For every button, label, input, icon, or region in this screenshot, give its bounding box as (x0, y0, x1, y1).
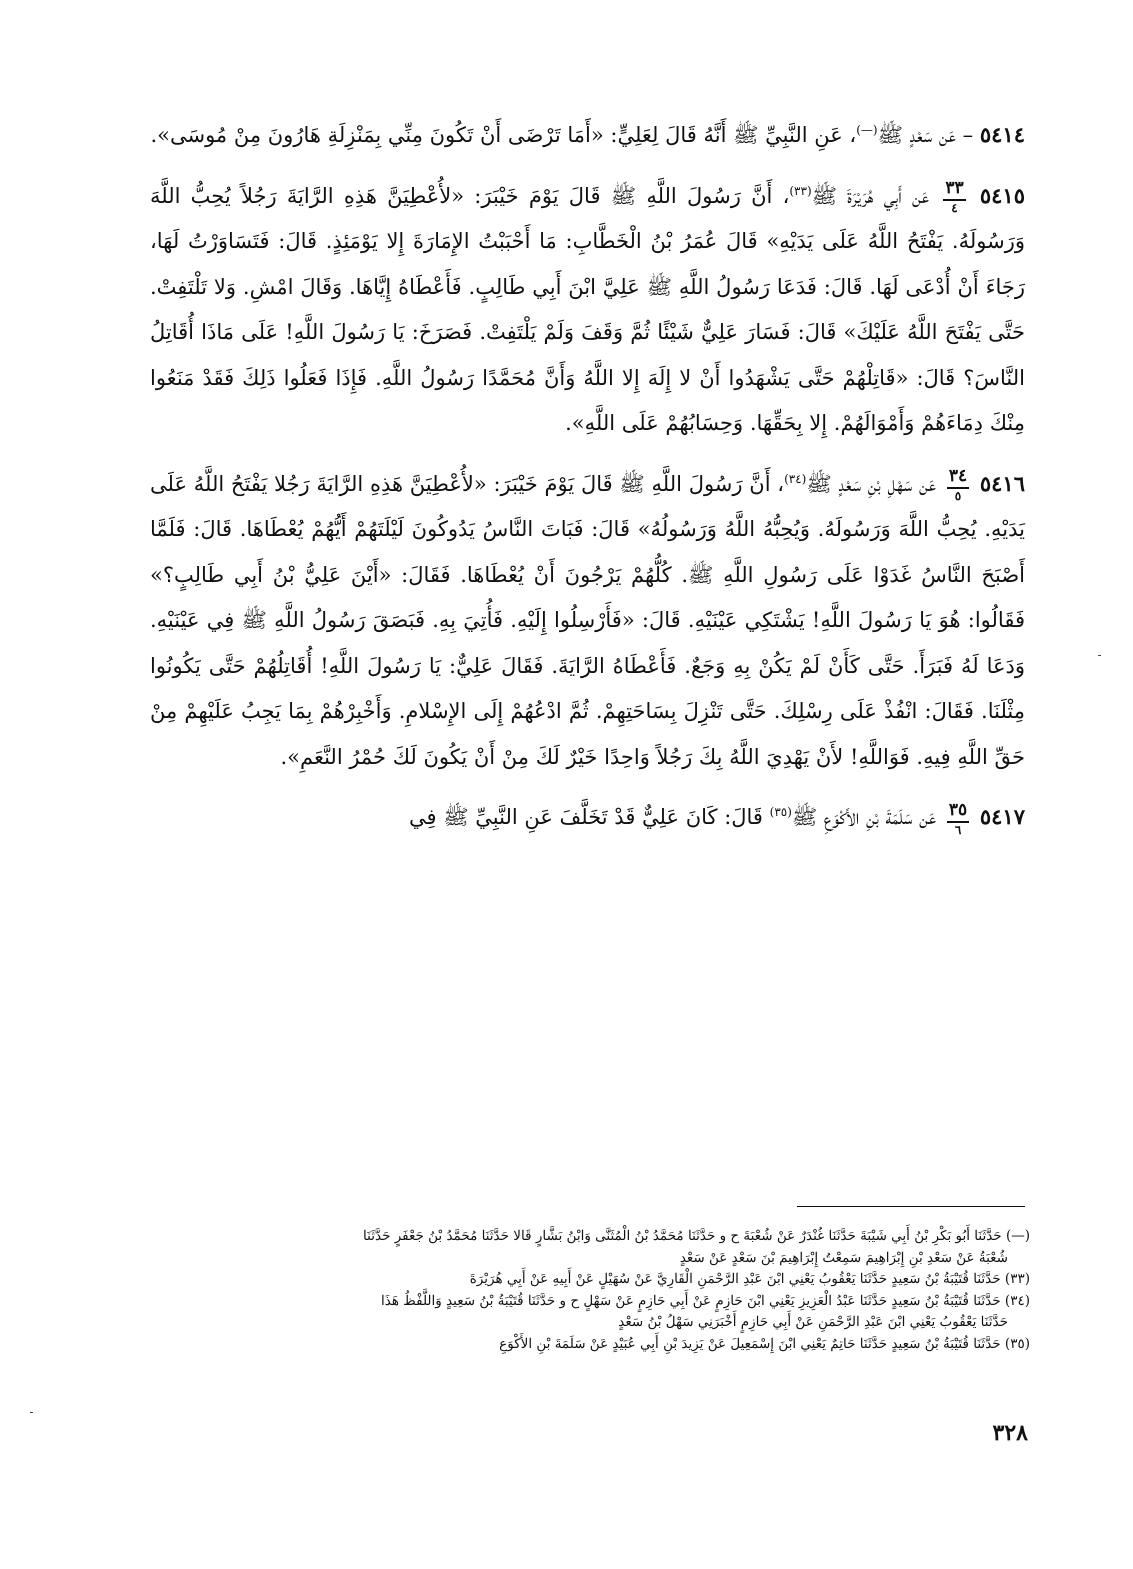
footnote-continuation: شُعْبَةُ عَنْ سَعْدِ بْنِ إِبْرَاهِيمَ سَمِعْتُ إِبْرَاهِيمَ بْنَ سَعْدٍ عَنْ سَعْدٍ (679, 1249, 1008, 1266)
footnote-marker: (٣٥) (1004, 1335, 1030, 1352)
cross-ref-bottom: ٦ (954, 822, 962, 837)
cross-reference (947, 799, 969, 837)
footnote-text: حَدَّثَنَا قُتَيْبَةُ بْنُ سَعِيدٍ حَدَّثَنَا يَعْقُوبُ يَعْنِي ابْنَ عَبْدِ الرَّحْمَنِ الْقَارِيَّ عَنْ سُهَيْلٍ عَنْ أَبِيهِ عَنْ أَبِي هُرَيْرَةَ (469, 1271, 1001, 1287)
footnote-marker: (—) (1005, 1228, 1030, 1244)
hadith-number: ٥٤١٥ (979, 182, 1025, 208)
hadith-text: عَن أَبِي هُرَيْرَةَ ﷺ (811, 183, 930, 208)
scan-speck (1098, 655, 1101, 656)
hadith-text: ، أَنَّ رَسُولَ اللَّهِ ﷺ قَالَ يَوْمَ خَيْبَرَ: «لأُعْطِيَنَّ هَذِهِ الرَّايَةَ رَجُلاً يُحِبُّ اللَّهَ وَرَسُولَهُ. يَفْتَحُ اللَّهُ عَلَى يَدَيْهِ» قَالَ عُمَرُ بْنُ الْخَطَّابِ: مَا أَحْبَبْتُ الإِمَارَةَ إِلا يَوْمَئِذٍ. قَالَ: فَتَسَاوَرْتُ لَهَا، رَجَاءَ أَنْ أُدْعَى لَهَا. قَالَ: فَدَعَا رَسُولُ اللَّهِ ﷺ عَلِيَّ ابْنَ أَبِي طَالِبٍ. فَأَعْطَاهُ إِيَّاهَا. وَقَالَ امْشِ. وَلا تَلْتَفِتْ. حَتَّى يَفْتَحَ اللَّهُ عَلَيْكَ» قَالَ: فَسَارَ عَلِيٌّ شَيْئًا ثُمَّ وَقَفَ وَلَمْ يَلْتَفِتْ. فَصَرَخَ: يَا رَسُولَ اللَّهِ! عَلَى مَاذَا أُقَاتِلُ النَّاسَ؟ قَالَ: «قَاتِلْهُمْ حَتَّى يَشْهَدُوا أَنْ لا إِلَهَ إِلا اللَّهُ وَأَنَّ مُحَمَّدًا رَسُولُ اللَّهِ. فَإِذَا فَعَلُوا ذَلِكَ فَقَدْ مَنَعُوا مِنْكَ دِمَاءَهُمْ وَأَمْوَالَهُمْ. إِلا بِحَقِّهَا. وَحِسَابُهُمْ عَلَى اللَّهِ». (150, 183, 1025, 435)
main-text (150, 108, 1025, 851)
hadith-5416 (150, 457, 1025, 781)
footnote-ref: (٣٣) (789, 183, 812, 198)
hadith-number: ٥٤١٧ (979, 804, 1025, 829)
footnote (150, 1334, 1030, 1356)
hadith-number: ٥٤١٤ (979, 122, 1025, 147)
hadith-text: عَن سَلَمَةَ بْنِ الأَكْوَعِ ﷺ (791, 805, 937, 829)
cross-ref-bottom: ٤ (951, 201, 958, 215)
hadith-text: – عَن سَعْدٍ ﷺ (877, 123, 974, 147)
footnote-text: حَدَّثَنَا قُتَيْبَةُ بْنُ سَعِيدٍ حَدَّثَنَا حَاتِمٌ يَعْنِي ابْنَ إِسْمَعِيلَ عَنْ يَزِيدَ بْنِ أَبِي عُبَيْدٍ عَنْ سَلَمَةَ بْنِ الأَكْوَعِ (499, 1335, 1001, 1352)
cross-reference (947, 468, 969, 502)
cross-ref-top: ٣٤ (947, 468, 969, 489)
footnote (150, 1269, 1030, 1291)
hadith-text: قَالَ: كَانَ عَلِيٌّ قَدْ تَخَلَّفَ عَنِ النَّبِيِّ ﷺ فِي (409, 805, 770, 829)
scan-speck (30, 1412, 33, 1413)
hadith-number: ٥٤١٦ (979, 470, 1025, 496)
cross-ref-top: ٣٣ (943, 180, 965, 201)
footnote-ref: (—) (856, 123, 878, 137)
footnote-continuation: حَدَّثَنَا يَعْقُوبُ يَعْنِي ابْنَ عَبْدِ الرَّحْمَنِ عَنْ أَبِي حَازِمٍ أَخْبَرَنِي سَهْلُ بْنُ سَعْدٍ (618, 1314, 1008, 1330)
footnotes (150, 1226, 1030, 1355)
footnote-divider (797, 1206, 1025, 1207)
page-number: ٣٢٨ (992, 1420, 1028, 1446)
footnote-ref: (٣٥) (769, 805, 792, 819)
footnote-marker: (٣٣) (1004, 1271, 1030, 1287)
cross-ref-bottom: ٥ (954, 489, 962, 503)
footnote (150, 1226, 1030, 1248)
hadith-5414 (150, 108, 1025, 159)
hadith-text: عَن سَهْلِ بْنِ سَعْدٍ ﷺ (806, 471, 937, 496)
cross-reference (943, 180, 965, 214)
hadith-5417 (150, 790, 1025, 841)
footnote-text: حَدَّثَنَا أَبُو بَكْرِ بْنُ أَبِي شَيْبَةَ حَدَّثَنَا غُنْدَرٌ عَنْ شُعْبَةَ ح و حَدَّثَنَا مُحَمَّدُ بْنُ الْمُثَنَّى وَابْنُ بَشَّارٍ قَالا حَدَّثَنَا مُحَمَّدُ بْنُ جَعْفَرٍ حَدَّثَنَا (363, 1228, 1002, 1244)
footnote (150, 1291, 1030, 1313)
hadith-5415 (150, 169, 1025, 447)
footnote-text: حَدَّثَنَا قُتَيْبَةُ بْنُ سَعِيدٍ حَدَّثَنَا عَبْدُ الْعَزِيزِ يَعْنِي ابْنَ حَازِمٍ عَنْ أَبِي حَازِمٍ عَنْ سَهْلٍ ح و حَدَّثَنَا قُتَيْبَةُ بْنُ سَعِيدٍ وَاللَّفْظُ هَذَا (381, 1292, 1001, 1309)
hadith-text: ، أَنَّ رَسُولَ اللَّهِ ﷺ قَالَ يَوْمَ خَيْبَرَ: «لأُعْطِيَنَّ هَذِهِ الرَّايَةَ رَجُلا يَفْتَحُ اللَّهُ عَلَى يَدَيْهِ. يُحِبُّ اللَّهَ وَرَسُولَهُ. وَيُحِبُّهُ اللَّهُ وَرَسُولُهُ» قَالَ: فَبَاتَ النَّاسُ يَدُوكُونَ لَيْلَتَهُمْ أَيُّهُمْ يُعْطَاهَا. قَالَ: فَلَمَّا أَصْبَحَ النَّاسُ غَدَوْا عَلَى رَسُولِ اللَّهِ ﷺ. كُلُّهُمْ يَرْجُونَ أَنْ يُعْطَاهَا. فَقَالَ: «أَيْنَ عَلِيُّ بْنُ أَبِي طَالِبٍ؟» فَقَالُوا: هُوَ يَا رَسُولَ اللَّهِ! يَشْتَكِي عَيْنَيْهِ. قَالَ: «فَأَرْسِلُوا إِلَيْهِ. فَأُتِيَ بِهِ. فَبَصَقَ رَسُولُ اللَّهِ ﷺ فِي عَيْنَيْهِ. وَدَعَا لَهُ فَبَرَأَ. حَتَّى كَأَنْ لَمْ يَكُنْ بِهِ وَجَعٌ. فَأَعْطَاهُ الرَّايَةَ. فَقَالَ عَلِيٌّ: يَا رَسُولَ اللَّهِ! أُقَاتِلُهُمْ حَتَّى يَكُونُوا مِثْلَنَا. فَقَالَ: انْفُذْ عَلَى رِسْلِكَ. حَتَّى تَنْزِلَ بِسَاحَتِهِمْ. ثُمَّ ادْعُهُمْ إِلَى الإِسْلامِ. وَأَخْبِرْهُمْ بِمَا يَجِبُ عَلَيْهِمْ مِنْ حَقِّ اللَّهِ فِيهِ. فَوَاللَّهِ! لأَنْ يَهْدِيَ اللَّهُ بِكَ رَجُلاً وَاحِدًا خَيْرٌ لَكَ مِنْ أَنْ يَكُونَ لَكَ حُمْرُ النَّعَمِ». (150, 471, 1025, 769)
footnote-marker: (٣٤) (1004, 1292, 1030, 1309)
hadith-text: ، عَنِ النَّبِيِّ ﷺ أَنَّهُ قَالَ لِعَلِيٍّ: «أَمَا تَرْضَى أَنْ تَكُونَ مِنِّي بِمَنْزِلَةِ هَارُونَ مِنْ مُوسَى». (150, 123, 857, 147)
footnote-ref: (٣٤) (784, 471, 807, 486)
cross-ref-top: ٣٥ (947, 802, 969, 823)
